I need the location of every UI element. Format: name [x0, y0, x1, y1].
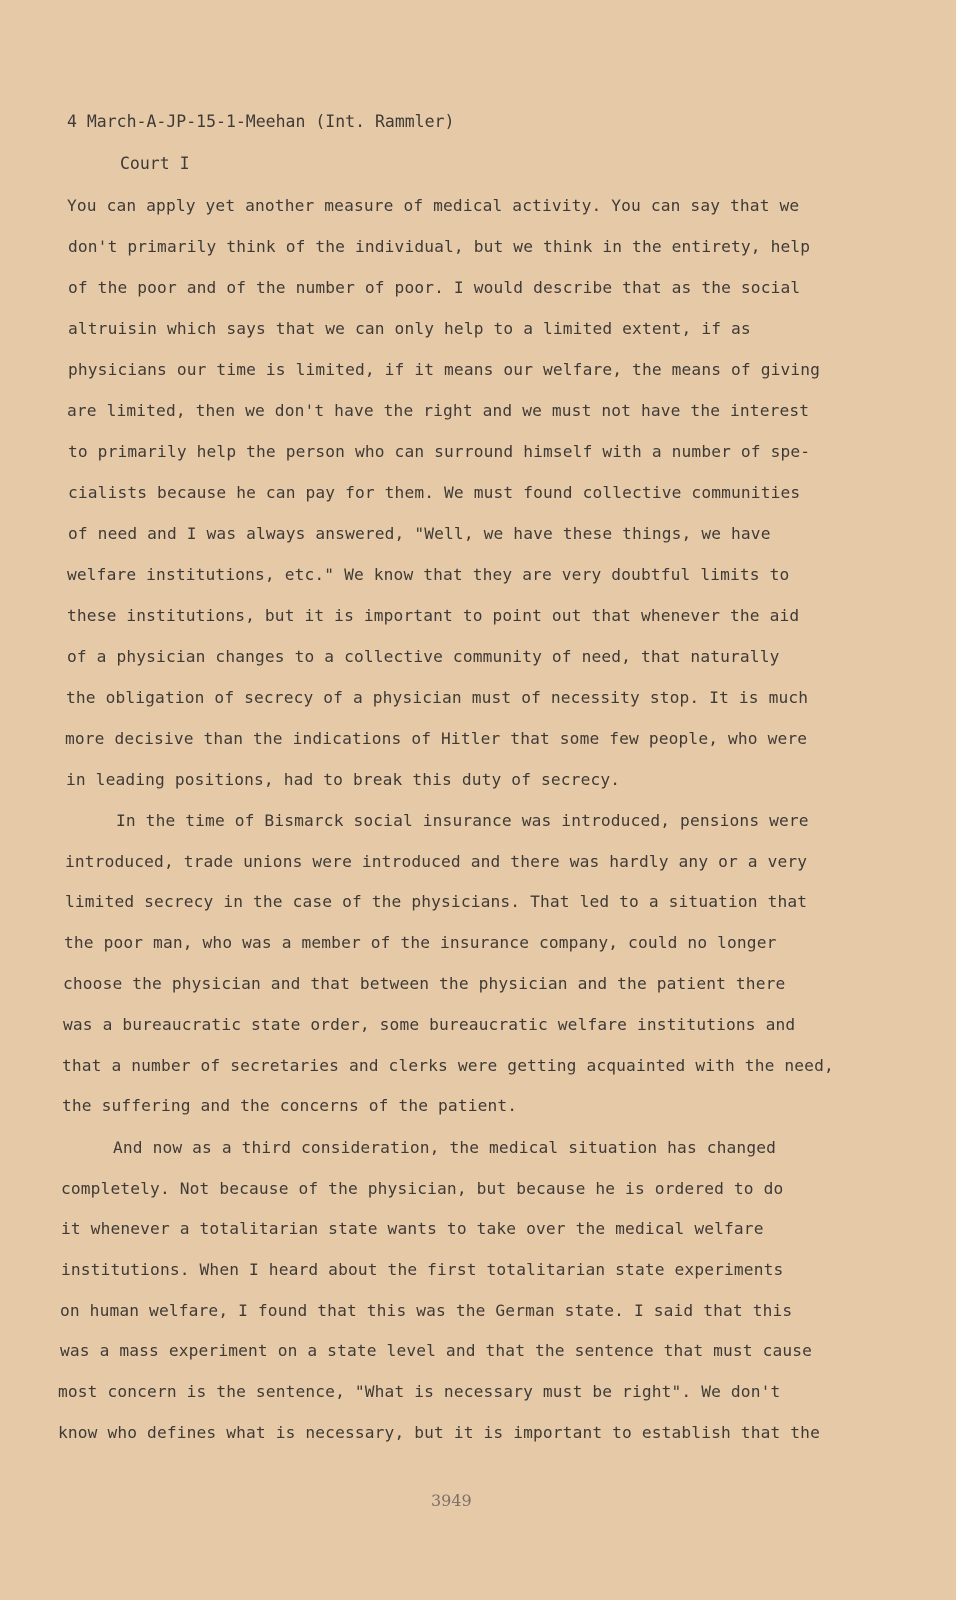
body-line: most concern is the sentence, "What is necessary must be right". We don't: [58, 1382, 781, 1401]
body-line: choose the physician and that between the physician and the patient there: [63, 974, 786, 993]
body-line: altruisin which says that we can only help to a limited extent, if as: [68, 319, 751, 338]
body-line: was a bureaucratic state order, some bureaucratic welfare institutions and: [63, 1015, 796, 1034]
body-line: the suffering and the concerns of the patient.: [62, 1096, 518, 1115]
body-line: introduced, trade unions were introduced and there was hardly any or a very: [65, 852, 808, 871]
body-line: institutions. When I heard about the first totalitarian state experiments: [61, 1260, 784, 1279]
body-line: was a mass experiment on a state level and that the sentence that must cause: [60, 1341, 813, 1360]
body-line: In the time of Bismarck social insurance was introduced, pensions were: [116, 811, 809, 830]
body-line: completely. Not because of the physician, but because he is ordered to do: [61, 1179, 784, 1198]
document-header: 4 March-A-JP-15-1-Meehan (Int. Rammler): [67, 112, 455, 131]
body-line: of the poor and of the number of poor. I would describe that as the social: [68, 278, 801, 297]
body-line: the obligation of secrecy of a physician must of necessity stop. It is much: [66, 688, 809, 707]
body-line: of a physician changes to a collective community of need, that naturally: [67, 647, 780, 666]
body-line: And now as a third consideration, the medical situation has changed: [113, 1138, 777, 1157]
body-line: on human welfare, I found that this was the German state. I said that this: [60, 1301, 793, 1320]
body-line: these institutions, but it is important to point out that whenever the aid: [67, 606, 800, 625]
body-line: are limited, then we don't have the right and we must not have the interest: [67, 401, 810, 420]
court-label: Court I: [120, 154, 190, 173]
body-line: cialists because he can pay for them. We must found collective communities: [68, 483, 801, 502]
body-line: that a number of secretaries and clerks were getting acquainted with the need,: [62, 1056, 834, 1075]
page-number: 3949: [431, 1491, 472, 1510]
body-line: don't primarily think of the individual, but we think in the entirety, help: [68, 237, 811, 256]
body-line: limited secrecy in the case of the physicians. That led to a situation that: [65, 892, 808, 911]
body-line: You can apply yet another measure of medical activity. You can say that we: [67, 196, 800, 215]
body-line: of need and I was always answered, "Well, we have these things, we have: [68, 524, 771, 543]
body-line: to primarily help the person who can surround himself with a number of spe-: [68, 442, 811, 461]
body-line: the poor man, who was a member of the insurance company, could no longer: [64, 933, 777, 952]
body-line: it whenever a totalitarian state wants to take over the medical welfare: [61, 1219, 764, 1238]
body-line: physicians our time is limited, if it means our welfare, the means of giving: [68, 360, 821, 379]
body-line: welfare institutions, etc." We know that they are very doubtful limits to: [67, 565, 790, 584]
body-line: know who defines what is necessary, but it is important to establish that the: [58, 1423, 820, 1442]
body-line: more decisive than the indications of Hitler that some few people, who were: [65, 729, 808, 748]
body-line: in leading positions, had to break this duty of secrecy.: [66, 770, 621, 789]
